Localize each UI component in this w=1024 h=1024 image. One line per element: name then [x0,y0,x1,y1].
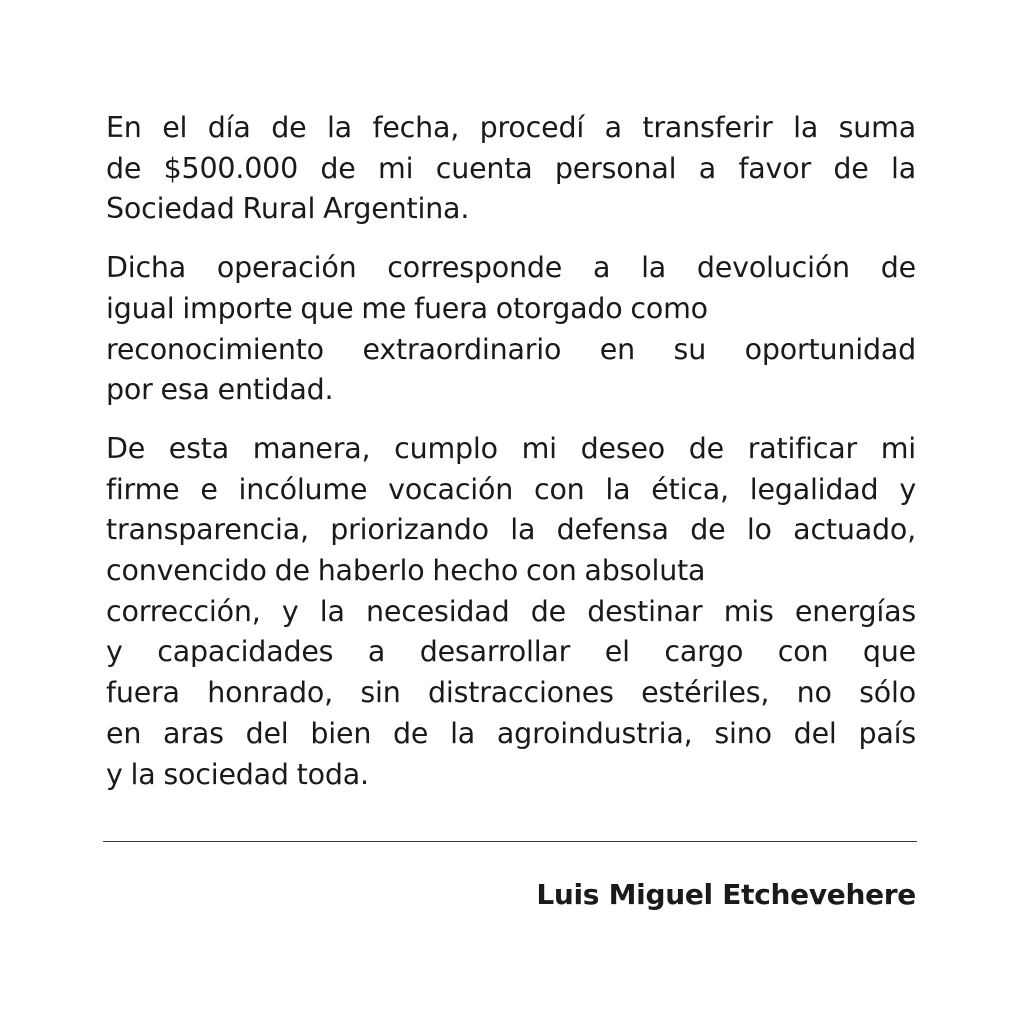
paragraph-line: igual importe que me fuera otorgado como [106,291,708,325]
paragraph-line: en aras del bien de la agroindustria, sino del país [106,716,916,750]
paragraph-line: transparencia, priorizando la defensa de lo actuado, [106,513,916,547]
paragraph-line: y capacidades a desarrollar el cargo con que [106,635,916,669]
statement-body [106,108,916,813]
paragraph-line: y la sociedad toda. [106,757,369,791]
paragraph-line: Sociedad Rural Argentina. [106,192,470,226]
paragraph-line: por esa entidad. [106,373,334,407]
paragraph-commitment [106,429,916,795]
paragraph-line: corrección, y la necesidad de destinar mis energías [106,594,916,628]
signature-name: Luis Miguel Etchevehere [536,878,916,911]
paragraph-operation [106,248,916,411]
paragraph-line: En el día de la fecha, procedí a transferir la suma [106,111,916,144]
paragraph-line: De esta manera, cumplo mi deseo de ratificar mi [106,431,916,465]
paragraph-transfer [106,108,916,230]
paragraph-line: firme e incólume vocación con la ética, legalidad y [106,472,916,506]
paragraph-line: Dicha operación corresponde a la devolución de [106,251,916,285]
signature-divider [103,841,917,842]
paragraph-line: convencido de haberlo hecho con absoluta [106,554,706,588]
paragraph-line: fuera honrado, sin distracciones estériles, no sólo [106,676,916,710]
paragraph-line: reconocimiento extraordinario en su oportunidad [106,332,916,366]
paragraph-line: de $500.000 de mi cuenta personal a favor de la [106,151,916,185]
